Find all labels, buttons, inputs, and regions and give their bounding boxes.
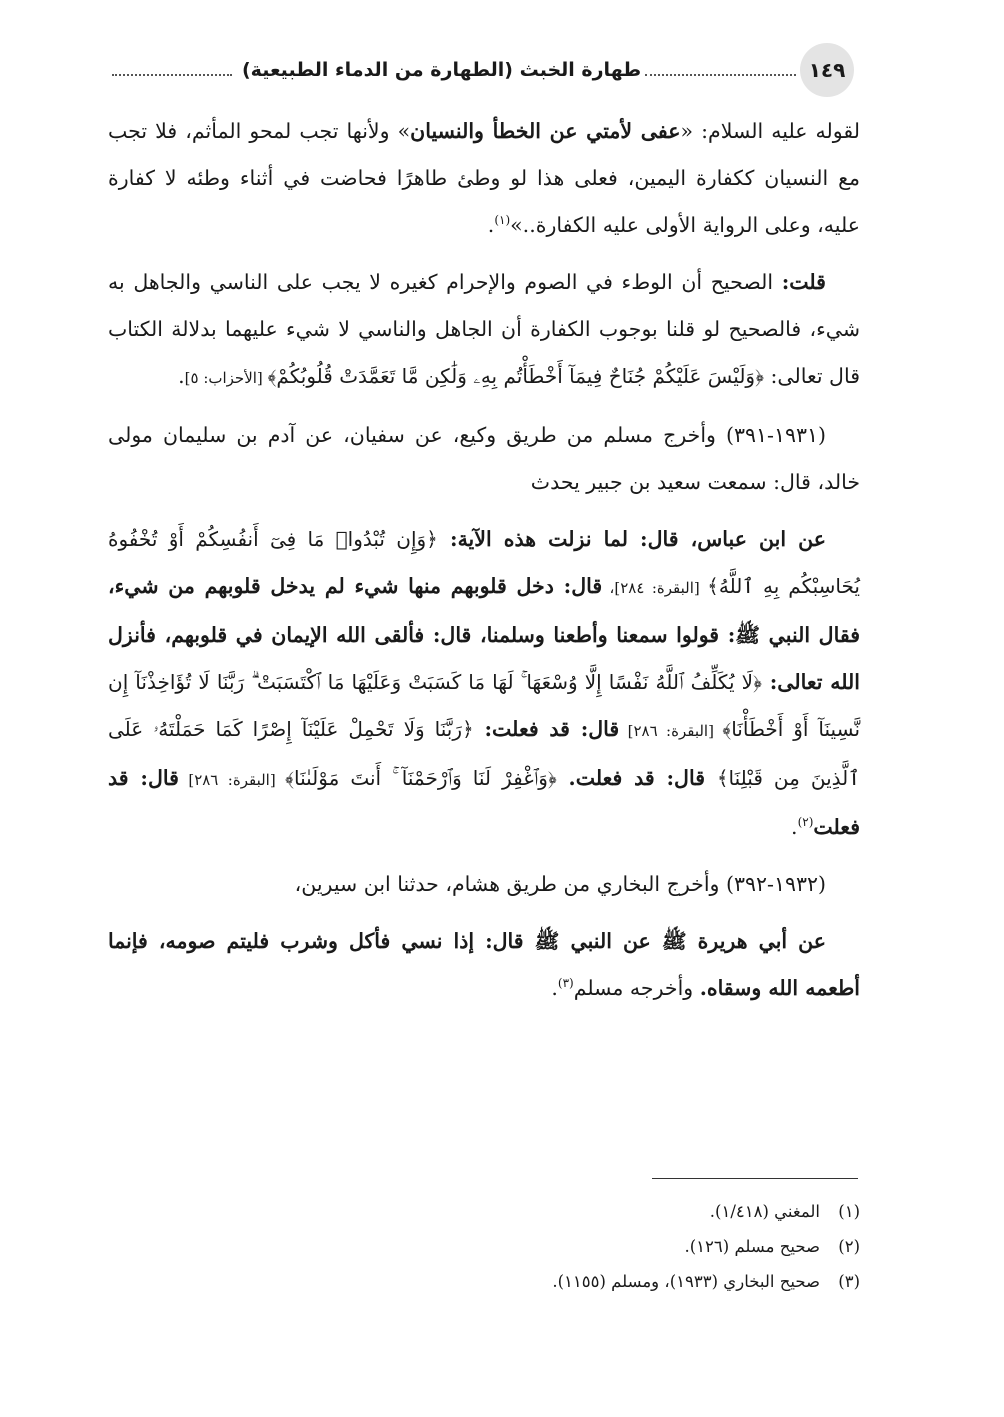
- text: .: [551, 976, 558, 1000]
- text: لقوله عليه السلام: «: [680, 119, 860, 143]
- header-dotted-leader: [645, 64, 796, 76]
- paragraph-1: [108, 108, 860, 249]
- verse-reference: [الأحزاب: ٥]: [184, 369, 268, 387]
- footnote-ref: (٢): [797, 815, 814, 830]
- lead-word: قلت:: [781, 270, 826, 294]
- footnote-number: (٢): [838, 1237, 860, 1256]
- footnote-item: [108, 1194, 860, 1229]
- quran-verse: ﴿وَلَيْسَ عَلَيْكُمْ جُنَاحٌ فِيمَآ أَخْطَأْتُم بِهِۦ وَلَٰكِن مَّا تَعَمَّدَتْ قُلُوبُكُمْ﴾: [267, 364, 764, 388]
- running-title: طهارة الخبث (الطهارة من الدماء الطبيعية): [242, 59, 642, 81]
- footnotes: [108, 1194, 860, 1299]
- header-dotted-leader-left: [112, 64, 232, 76]
- quran-verse: ﴿لَا يُكَلِّفُ ٱللَّهُ نَفْسًا إِلَّا وُسْعَهَا ۚ لَهَا مَا كَسَبَتْ وَعَلَيْهَا مَا ٱكْتَسَبَتْ ۗ رَبَّنَا لَا تُؤَاخِذْنَآ إِن نَّسِينَآ أَوْ أَخْطَأْنَا﴾: [108, 670, 861, 741]
- footnote-item: [108, 1264, 860, 1299]
- text: الصحيح أن الوطء في الصوم والإحرام كغيره لا يجب على الناسي والجاهل به شيء، فالصحيح لو قلنا بوجوب الكفارة أن الجاهل والناسي لا شيء عليهما بدلالة الكتاب قال تعالى:: [108, 270, 860, 388]
- verse-reference: [البقرة: ٢٨٦]: [178, 771, 286, 789]
- quran-verse: ﴿وَٱغْفِرْ لَنَا وَٱرْحَمْنَآ ۚ أَنتَ مَوْلَىٰنَا﴾: [285, 766, 557, 790]
- text: (١٩٣٢-٣٩٢) وأخرج البخاري من طريق هشام، حدثنا ابن سيرين،: [294, 872, 826, 896]
- paragraph-2: [108, 259, 860, 402]
- text: » ولأنها تجب لمحو المأثم، فلا تجب مع النسيان ككفارة اليمين، فعلى هذا لو وطئ طاهرًا فحاضت في أثناء وطئه لا كفارة عليه، وعلى الرواية الأولى عليه الكفارة..»: [108, 119, 860, 237]
- text: وأخرجه مسلم: [573, 976, 700, 1000]
- footnote-item: [108, 1229, 860, 1264]
- hadith-text: عن أبي هريرة ﷺ عن النبي ﷺ قال: إذا نسي فأكل وشرب فليتم صومه، فإنما أطعمه الله وسقاه.: [108, 929, 860, 1000]
- hadith-text: قال: قد فعلت: [108, 766, 860, 839]
- text: .: [791, 815, 798, 839]
- quran-verse: ﴿رَبَّنَا وَلَا تَحْمِلْ عَلَيْنَآ إِصْرًا كَمَا حَمَلْتَهُۥ عَلَى ٱلَّذِينَ مِن قَبْلِنَا﴾: [108, 717, 860, 790]
- footnote-ref: (٣): [557, 976, 574, 991]
- footnote-text: المغني (١/٤١٨).: [709, 1202, 820, 1221]
- footnote-ref: (١): [494, 213, 511, 228]
- paragraph-3: [108, 412, 860, 506]
- hadith-text: قال: دخل قلوبهم منها شيء لم يدخل قلوبهم من شيء، فقال النبي ﷺ: قولوا سمعنا وأطعنا وسلمنا، قال: فألقى الله الإيمان في قلوبهم، فأنزل الله تعالى:: [108, 574, 860, 694]
- hadith-quote: عفى لأمتي عن الخطأ والنسيان: [410, 119, 681, 143]
- hadith-text: عن ابن عباس، قال: لما نزلت هذه الآية:: [437, 527, 826, 551]
- page-number-badge: ١٤٩: [800, 43, 854, 97]
- page-header: [108, 42, 860, 98]
- footnote-text: صحيح البخاري (١٩٣٣)، ومسلم (١١٥٥).: [552, 1272, 820, 1291]
- paragraph-6: [108, 918, 860, 1012]
- paragraph-5: [108, 861, 860, 908]
- main-text: [108, 108, 860, 1022]
- verse-reference: [البقرة: ٢٨٦]: [619, 722, 723, 740]
- quran-verse: ﴿وَإِن تُبْدُوا۟ مَا فِىٓ أَنفُسِكُمْ أَوْ تُخْفُوهُ يُحَاسِبْكُم بِهِ ٱللَّهُ﴾: [108, 527, 860, 598]
- hadith-text: قال: قد فعلت.: [556, 766, 717, 790]
- text: (١٩٣١-٣٩١) وأخرج مسلم من طريق وكيع، عن سفيان، عن آدم بن سليمان مولى خالد، قال: سمعت سعيد بن جبير يحدث: [108, 423, 860, 494]
- footnote-number: (٣): [838, 1272, 860, 1291]
- footnote-separator: [652, 1178, 858, 1179]
- text: .: [178, 364, 185, 388]
- hadith-text: قال: قد فعلت:: [473, 717, 620, 741]
- footnote-text: صحيح مسلم (١٢٦).: [684, 1237, 820, 1256]
- text: .: [487, 213, 495, 237]
- paragraph-4: [108, 516, 860, 851]
- verse-reference: [البقرة: ٢٨٤]،: [602, 579, 708, 597]
- footnote-number: (١): [838, 1202, 860, 1221]
